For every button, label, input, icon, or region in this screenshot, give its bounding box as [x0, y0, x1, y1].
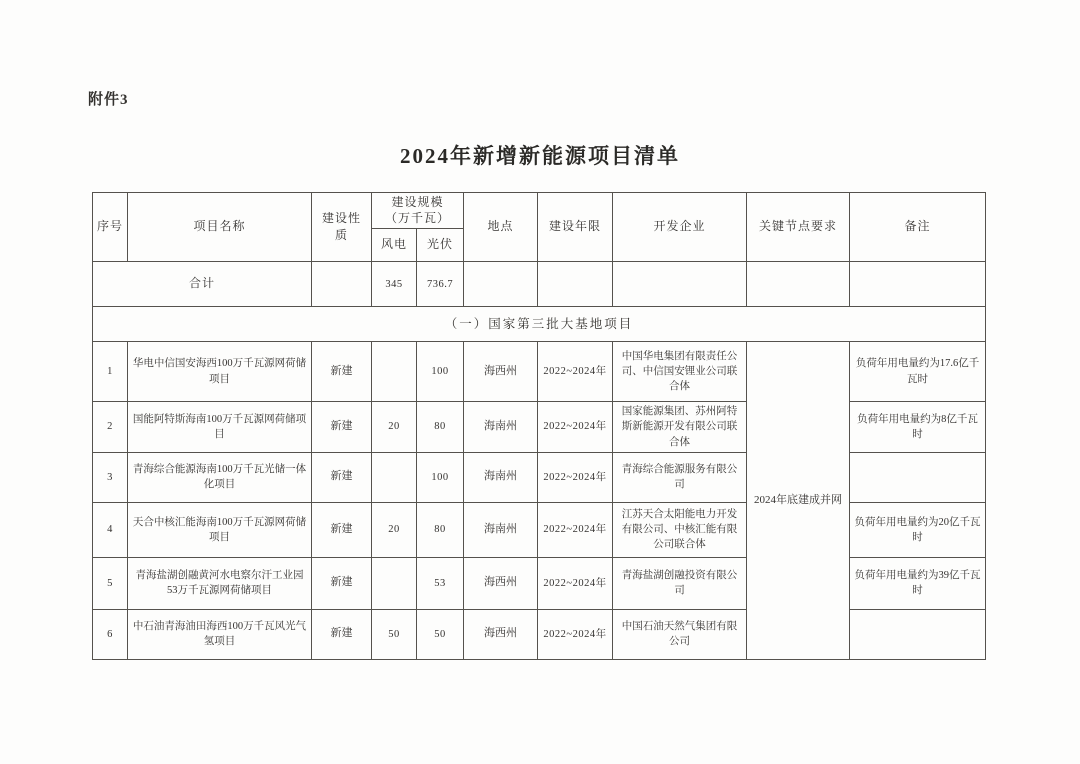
header-scale-group: [372, 193, 464, 229]
cell-wind: 20: [372, 402, 417, 453]
header-project-name: 项目名称: [128, 193, 312, 262]
cell-remarks: 负荷年用电量约为20亿千瓦时: [850, 502, 986, 557]
cell-wind: [372, 342, 417, 402]
header-developer: 开发企业: [613, 193, 747, 262]
cell-location: 海西州: [464, 557, 538, 609]
table-row: [93, 557, 986, 609]
cell-developer: 中国华电集团有限责任公司、中信国安锂业公司联合体: [613, 342, 747, 402]
cell-key-node-merged: 2024年底建成并网: [747, 342, 850, 660]
document-title: 2024年新增新能源项目清单: [400, 144, 680, 168]
cell-project-name: 国能阿特斯海南100万千瓦源网荷储项目: [128, 402, 312, 453]
cell-remarks: 负荷年用电量约为8亿千瓦时: [850, 402, 986, 453]
cell-project-name: 青海综合能源海南100万千瓦光储一体化项目: [128, 452, 312, 502]
cell-pv: 80: [417, 402, 464, 453]
attachment-label: 附件3: [88, 92, 129, 108]
total-location: [464, 262, 538, 307]
cell-pv: 53: [417, 557, 464, 609]
cell-nature: 新建: [312, 557, 372, 609]
cell-project-name: 青海盐湖创融黄河水电察尔汗工业园53万千瓦源网荷储项目: [128, 557, 312, 609]
cell-period: 2022~2024年: [538, 557, 613, 609]
total-remarks: [850, 262, 986, 307]
header-scale-line1: 建设规模: [391, 195, 444, 209]
cell-developer: 青海盐湖创融投资有限公司: [613, 557, 747, 609]
table-row: [93, 452, 986, 502]
total-label: 合计: [93, 262, 312, 307]
cell-index: 3: [93, 452, 128, 502]
header-pv: 光伏: [417, 229, 464, 262]
cell-developer: 中国石油天然气集团有限公司: [613, 609, 747, 659]
cell-wind: [372, 557, 417, 609]
cell-pv: 100: [417, 342, 464, 402]
section-title: （一）国家第三批大基地项目: [93, 307, 986, 342]
projects-table: [92, 192, 986, 660]
total-key-node: [747, 262, 850, 307]
cell-project-name: 中石油青海油田海西100万千瓦风光气氢项目: [128, 609, 312, 659]
cell-period: 2022~2024年: [538, 609, 613, 659]
cell-location: 海南州: [464, 402, 538, 453]
cell-wind: [372, 452, 417, 502]
total-period: [538, 262, 613, 307]
table-row: [93, 342, 986, 402]
header-construction-period: 建设年限: [538, 193, 613, 262]
header-location: 地点: [464, 193, 538, 262]
cell-location: 海南州: [464, 502, 538, 557]
header-construction-nature: 建设性质: [312, 193, 372, 262]
cell-index: 5: [93, 557, 128, 609]
total-developer: [613, 262, 747, 307]
cell-developer: 国家能源集团、苏州阿特斯新能源开发有限公司联合体: [613, 402, 747, 453]
cell-index: 2: [93, 402, 128, 453]
cell-location: 海西州: [464, 342, 538, 402]
table-header-row: [93, 193, 986, 229]
cell-index: 4: [93, 502, 128, 557]
cell-location: 海西州: [464, 609, 538, 659]
cell-project-name: 华电中信国安海西100万千瓦源网荷储项目: [128, 342, 312, 402]
cell-period: 2022~2024年: [538, 402, 613, 453]
cell-wind: 20: [372, 502, 417, 557]
cell-remarks: [850, 452, 986, 502]
cell-nature: 新建: [312, 452, 372, 502]
cell-index: 1: [93, 342, 128, 402]
header-scale-line2: （万千瓦）: [385, 210, 451, 225]
cell-location: 海南州: [464, 452, 538, 502]
cell-period: 2022~2024年: [538, 452, 613, 502]
header-key-node: 关键节点要求: [747, 193, 850, 262]
cell-pv: 80: [417, 502, 464, 557]
section-row: [93, 307, 986, 342]
cell-wind: 50: [372, 609, 417, 659]
total-pv: 736.7: [417, 262, 464, 307]
total-row: [93, 262, 986, 307]
header-wind: 风电: [372, 229, 417, 262]
cell-remarks: [850, 609, 986, 659]
cell-remarks: 负荷年用电量约为39亿千瓦时: [850, 557, 986, 609]
cell-pv: 50: [417, 609, 464, 659]
table-row: [93, 609, 986, 659]
cell-developer: 江苏天合太阳能电力开发有限公司、中核汇能有限公司联合体: [613, 502, 747, 557]
total-wind: 345: [372, 262, 417, 307]
header-index: 序号: [93, 193, 128, 262]
cell-nature: 新建: [312, 502, 372, 557]
cell-nature: 新建: [312, 609, 372, 659]
cell-index: 6: [93, 609, 128, 659]
cell-nature: 新建: [312, 342, 372, 402]
cell-project-name: 天合中核汇能海南100万千瓦源网荷储项目: [128, 502, 312, 557]
cell-developer: 青海综合能源服务有限公司: [613, 452, 747, 502]
cell-pv: 100: [417, 452, 464, 502]
cell-remarks: 负荷年用电量约为17.6亿千瓦时: [850, 342, 986, 402]
cell-nature: 新建: [312, 402, 372, 453]
total-nature: [312, 262, 372, 307]
cell-period: 2022~2024年: [538, 342, 613, 402]
table-row: [93, 402, 986, 453]
header-remarks: 备注: [850, 193, 986, 262]
cell-period: 2022~2024年: [538, 502, 613, 557]
table-row: [93, 502, 986, 557]
